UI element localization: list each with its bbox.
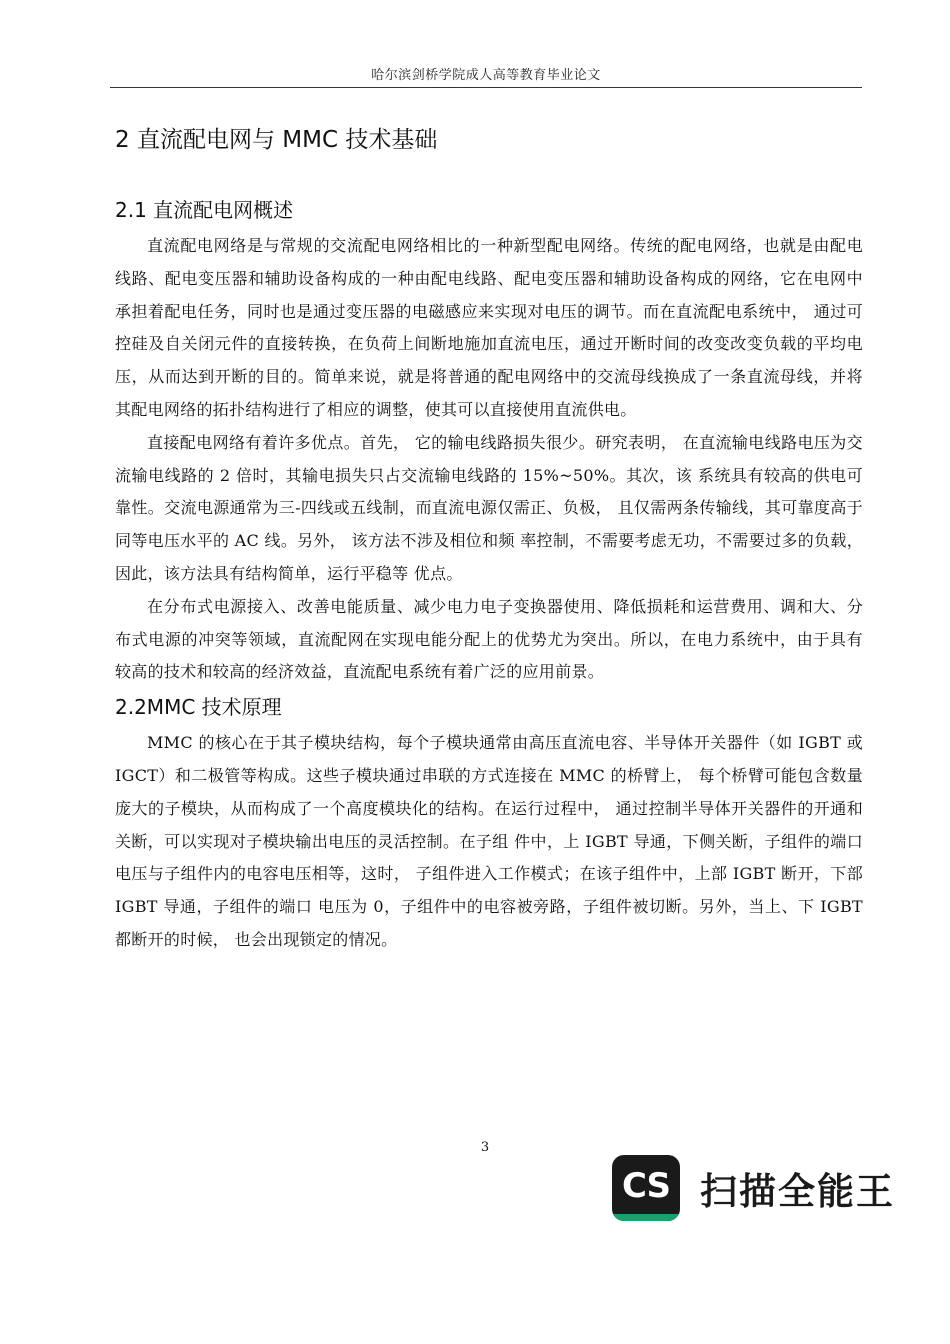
paragraph: 直接配电网络有着许多优点。首先， 它的输电线路损失很少。研究表明， 在直流输电线路电压为交流输电线路的 2 倍时，其输电损失只占交流输电线路的 15%~50%。其次，该 系统具有较高的供电可靠性。交流电源通常为三-四线或五线制，而直流电源仅需正、负极， 且仅需两条传输线，其可靠度高于同等电压水平的 AC 线。另外， 该方法不涉及相位和频 率控制，不需要考虑无功，不需要过多的负载，因此，该方法具有结构简单，运行平稳等 优点。: [115, 432, 863, 583]
paragraph: 在分布式电源接入、改善电能质量、减少电力电子变换器使用、降低损耗和运营费用、调和大、分布式电源的冲突等领域，直流配网在实现电能分配上的优势尤为突出。所以，在电力系统中，由于具有较高的技术和较高的经济效益，直流配电系统有着广泛的应用前景。: [115, 596, 863, 682]
watermark-text: 扫描全能王: [700, 1170, 895, 1213]
paragraph: 直流配电网络是与常规的交流配电网络相比的一种新型配电网络。传统的配电网络，也就是由配电线路、配电变压器和辅助设备构成的一种由配电线路、配电变压器和辅助设备构成的网络，它在电网中承担着配电任务，同时也是通过变压器的电磁感应来实现对电压的调节。而在直流配电系统中， 通过可控硅及自关闭元件的直接转换，在负荷上间断地施加直流电压，通过开断时间的改变改变负载的平均电压，从而达到开断的目的。简单来说，就是将普通的配电网络中的交流母线换成了一条直流母线，并将其配电网络的拓扑结构进行了相应的调整，使其可以直接使用直流供电。: [115, 236, 863, 419]
camscanner-logo-icon: [612, 1155, 680, 1221]
chapter-title: 2 直流配电网与 MMC 技术基础: [115, 127, 438, 153]
section-title-2-2: 2.2MMC 技术原理: [115, 695, 282, 720]
running-header: 哈尔滨剑桥学院成人高等教育毕业论文: [371, 68, 601, 83]
paragraph: MMC 的核心在于其子模块结构，每个子模块通常由高压直流电容、半导体开关器件（如 IGBT 或 IGCT）和二极管等构成。这些子模块通过串联的方式连接在 MMC 的桥臂上， 每个桥臂可能包含数量庞大的子模块，从而构成了一个高度模块化的结构。在运行过程中， 通过控制半导体开关器件的开通和关断，可以实现对子模块输出电压的灵活控制。在子组 件中，上 IGBT 导通，下侧关断，子组件的端口电压与子组件内的电容电压相等，这时， 子组件进入工作模式；在该子组件中，上部 IGBT 断开，下部 IGBT 导通，子组件的端口 电压为 0，子组件中的电容被旁路，子组件被切断。另外，当上、下 IGBT 都断开的时候， 也会出现锁定的情况。: [115, 733, 863, 949]
camscanner-watermark: [612, 1155, 895, 1221]
header-divider: [110, 87, 862, 88]
section-title-2-1: 2.1 直流配电网概述: [115, 198, 294, 222]
page-number: 3: [480, 1140, 490, 1155]
logo-badge-text: CS: [621, 1166, 671, 1206]
page-body: [115, 122, 863, 957]
